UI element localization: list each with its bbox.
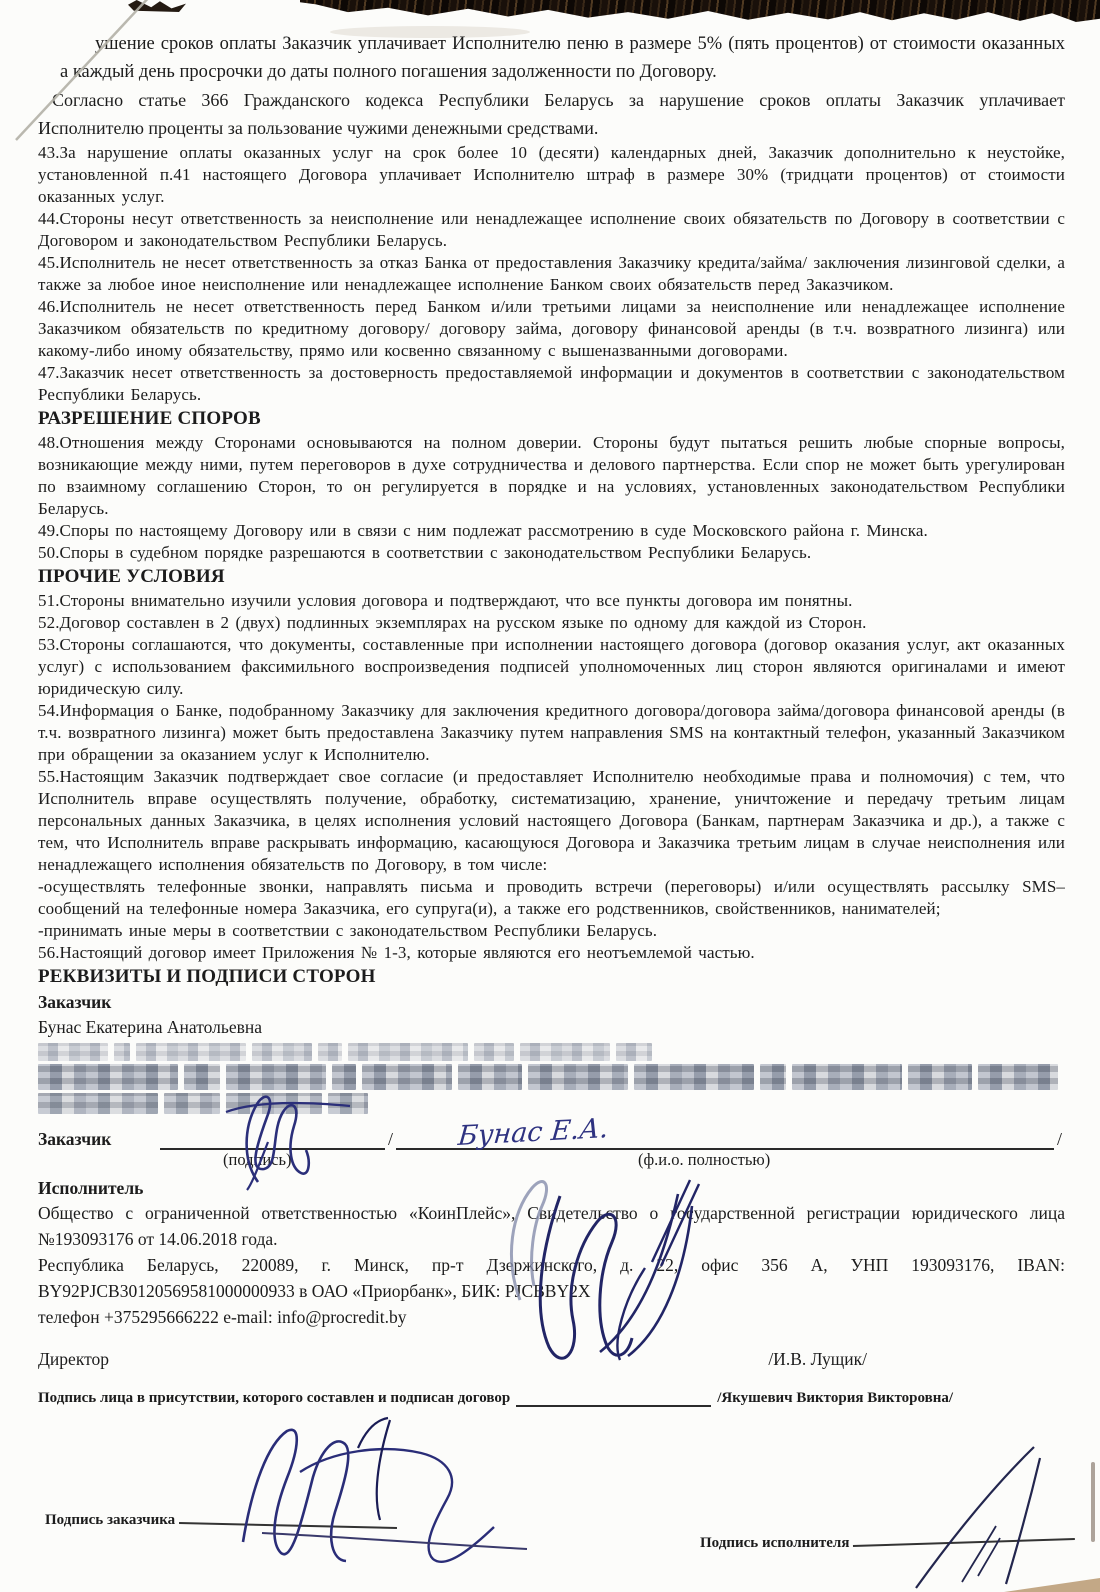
bottom-customer-signature-ink	[262, 1533, 527, 1549]
clause-46: 46.Исполнитель не несет ответственность перед Банком и/или третьими лицами за неисполнение или ненадлежащее исполнение Заказчиком обязательств по кредитному договору/ договору займа, договору финансовой аренды (в т.ч. возвратного лизинга) или какому-либо иному обязательству, прямо или косвенно связанному с вышеназванными договорами.	[38, 297, 1065, 360]
witness-signature-line	[516, 1391, 711, 1407]
heading-requisites-signatures: РЕКВИЗИТЫ И ПОДПИСИ СТОРОН	[38, 966, 376, 987]
executor-address-line1: Республика Беларусь, 220089, г. Минск, пр-т Дзержинского, д. 22, офис 356 А, УНП 193093176, IBAN:	[38, 1255, 1065, 1275]
clause-52: 52.Договор составлен в 2 (двух) подлинных экземплярах на русском языке по одному для каждой из Сторон.	[38, 613, 867, 632]
bottom-customer-signature-ink	[300, 1449, 494, 1562]
redacted-block	[226, 1064, 326, 1090]
executor-company-line2: №193093176 от 14.06.2018 года.	[38, 1229, 278, 1249]
redacted-block	[348, 1043, 468, 1061]
clause-53: 53.Стороны соглашаются, что документы, составленные при исполнении настоящего договора (договор оказания услуг, акт оказанных услуг) с использованием факсимильного воспроизведения подписей уполномоченных лиц сторон являются оригиналами и имеют юридическую силу.	[38, 635, 1065, 698]
photo-edge-sliver	[1091, 1462, 1095, 1542]
redacted-block	[616, 1043, 652, 1061]
redacted-block	[226, 1093, 322, 1114]
clause-56: 56.Настоящий договор имеет Приложения № 1-3, которые являются его неотъемлемой частью.	[38, 943, 755, 962]
customer-signature-row	[38, 1112, 1065, 1153]
caption-signature: (подпись)	[223, 1150, 292, 1169]
heading-dispute-resolution: РАЗРЕШЕНИЕ СПОРОВ	[38, 408, 261, 429]
director-row	[38, 1346, 1065, 1372]
bottom-executor-sign-label: Подпись исполнителя	[700, 1535, 850, 1551]
customer-fio-line	[396, 1112, 1054, 1153]
redacted-block	[318, 1043, 342, 1061]
redacted-block	[38, 1064, 178, 1090]
witness-name: /Якушевич Виктория Викторовна/	[717, 1390, 954, 1406]
bottom-customer-signature-ink	[358, 1418, 390, 1520]
redacted-block	[908, 1064, 972, 1090]
photo-corner-wedge	[1004, 1578, 1100, 1592]
redacted-block	[634, 1064, 754, 1090]
caption-fio: (ф.и.о. полностью)	[638, 1150, 771, 1169]
redacted-block	[38, 1093, 158, 1114]
executor-role-label: Исполнитель	[38, 1178, 144, 1198]
clause-42-partial-line-3: Согласно статье 366 Гражданского кодекса Республики Беларусь за нарушение сроков оплаты Заказчик уплачивает	[52, 90, 1065, 110]
redacted-contact-line	[38, 1093, 1065, 1114]
clause-50: 50.Споры в судебном порядке разрешаются в соответствии с законодательством Республики Беларусь.	[38, 543, 812, 562]
redacted-block	[328, 1093, 368, 1114]
redacted-block	[38, 1043, 108, 1061]
clause-55: 55.Настоящим Заказчик подтверждает свое согласие (и предоставляет Исполнителю необходимые права и полномочия) с тем, что Исполнитель вправе осуществлять получение, обработку, систематизацию, хранение, уничтожение и передачу третьим лицам персональных данных Заказчика, в целях исполнения условий настоящего Договора (Банкам, партнерам Заказчика и др.), а также с тем, что Исполнитель вправе раскрывать информацию, касающуюся Договора и Заказчика третьим лицам в случае неисполнения или ненадлежащего исполнения обязательств по Договору, в том числе:	[38, 767, 1065, 874]
redacted-block	[760, 1064, 786, 1090]
director-name: /И.В. Лущик/	[768, 1349, 867, 1369]
bottom-customer-sign-line	[179, 1510, 397, 1529]
bottom-customer-signature-ink	[243, 1430, 348, 1561]
redacted-block	[520, 1043, 610, 1061]
clause-45: 45.Исполнитель не несет ответственность за отказ Банка от предоставления Заказчику кредита/займа/ заключения лизинговой сделки, а также за любое иное неисполнение или ненадлежащее исполнение Банком своих обязательств перед Заказчиком.	[38, 253, 1065, 294]
signature-captions-row	[38, 1150, 1065, 1176]
customer-signature-line	[160, 1130, 385, 1150]
redacted-block	[114, 1043, 130, 1061]
director-label: Директор	[38, 1349, 110, 1369]
executor-address-line2: BY92PJCB30120569581000000933 в ОАО «Приорбанк», БИК: PJCBBY2X	[38, 1281, 591, 1301]
redacted-passport-line	[38, 1064, 1065, 1090]
executor-company-line1: Общество с ограниченной ответственностью «КоинПлейс», Свидетельство о государственной регистрации юридического лица	[38, 1203, 1065, 1223]
clause-44: 44.Стороны несут ответственность за неисполнение или ненадлежащее исполнение своих обязательств по Договору в соответствии с Договором и законодательством Республики Беларусь.	[38, 209, 1065, 250]
redacted-block	[978, 1064, 1058, 1090]
clause-43: 43.За нарушение оплаты оказанных услуг на срок более 10 (десяти) календарных дней, Заказчик дополнительно к неустойке, установленной п.41 настоящего Договора уплачивает Исполнителю штраф в размере 30% (тридцати процентов) от стоимости оказанных услуг.	[38, 143, 1065, 206]
clause-55-bullet-other: -принимать иные меры в соответствии с законодательством Республики Беларусь.	[38, 921, 658, 940]
customer-name: Бунас Екатерина Анатольевна	[38, 1017, 263, 1037]
document-body	[38, 0, 1065, 1407]
customer-handwritten-name: Бунас Е.А.	[456, 1112, 610, 1153]
redacted-block	[474, 1043, 514, 1061]
bottom-executor-signature-ink	[916, 1447, 1034, 1588]
clause-42-partial-line-1: ушение сроков оплаты Заказчик уплачивает Исполнителю пеню в размере 5% (пять процентов) от стоимости оказанных	[95, 34, 1065, 54]
redacted-block	[458, 1064, 522, 1090]
redacted-block	[136, 1043, 246, 1061]
bottom-executor-sign-line	[853, 1526, 1075, 1547]
clause-49: 49.Споры по настоящему Договору или в связи с ним подлежат рассмотрению в суде Московского района г. Минска.	[38, 521, 928, 540]
redacted-block	[792, 1064, 902, 1090]
clause-47: 47.Заказчик несет ответственность за достоверность предоставляемой информации и документов в соответствии с законодательством Республики Беларусь.	[38, 363, 1065, 404]
redacted-block	[528, 1064, 628, 1090]
witness-label: Подпись лица в присутствии, которого составлен и подписан договор	[38, 1390, 511, 1406]
redacted-block	[184, 1064, 220, 1090]
slash-separator: /	[388, 1129, 394, 1149]
bottom-customer-sign-row	[45, 1510, 397, 1529]
clause-42-partial-line-2: а каждый день просрочки до даты полного погашения задолженности по Договору.	[60, 62, 717, 82]
customer-role-label: Заказчик	[38, 992, 112, 1012]
clause-48: 48.Отношения между Сторонами основываются на полном доверии. Стороны будут пытаться решить любые спорные вопросы, возникающие между ними, путем переговоров в духе сотрудничества и делового партнерства. Если спор не может быть урегулирован по взаимному соглашению Сторон, то он регулируется в порядке и на условиях, установленных законодательством Республики Беларусь.	[38, 433, 1065, 518]
redacted-block	[164, 1093, 220, 1114]
clause-42-partial-line-4: Исполнителю проценты за пользование чужими денежными средствами.	[38, 118, 599, 138]
clause-55-bullet-calls: -осуществлять телефонные звонки, направлять письма и проводить встречи (переговоры) и/или осуществлять рассылку SMS–сообщений на телефонные номера Заказчика, его супруга(и), а также его родственников, свойственников, нанимателей;	[38, 877, 1065, 918]
slash-separator: /	[1056, 1129, 1062, 1149]
bottom-customer-sign-label: Подпись заказчика	[45, 1512, 176, 1528]
bottom-executor-signature-ink	[1006, 1458, 1040, 1584]
redacted-block	[362, 1064, 452, 1090]
clause-54: 54.Информация о Банке, подобранному Заказчику для заключения кредитного договора/договора займа/договора финансовой аренды (в т.ч. возвратного лизинга) может быть предоставлена Заказчику путем направления SMS на контактный телефон, указанный Заказчиком при обращении за оказанием услуг к Исполнителю.	[38, 701, 1065, 764]
redacted-address-line	[38, 1043, 1065, 1061]
witness-row	[38, 1390, 1065, 1407]
customer-sign-label: Заказчик	[38, 1129, 112, 1149]
clause-51: 51.Стороны внимательно изучили условия договора и подтверждают, что все пункты договора им понятны.	[38, 591, 853, 610]
heading-other-terms: ПРОЧИЕ УСЛОВИЯ	[38, 566, 225, 587]
bottom-executor-sign-row	[700, 1533, 1075, 1552]
redacted-block	[252, 1043, 312, 1061]
executor-contact-line: телефон +375295666222 e-mail: info@procredit.by	[38, 1307, 407, 1327]
redacted-block	[332, 1064, 356, 1090]
